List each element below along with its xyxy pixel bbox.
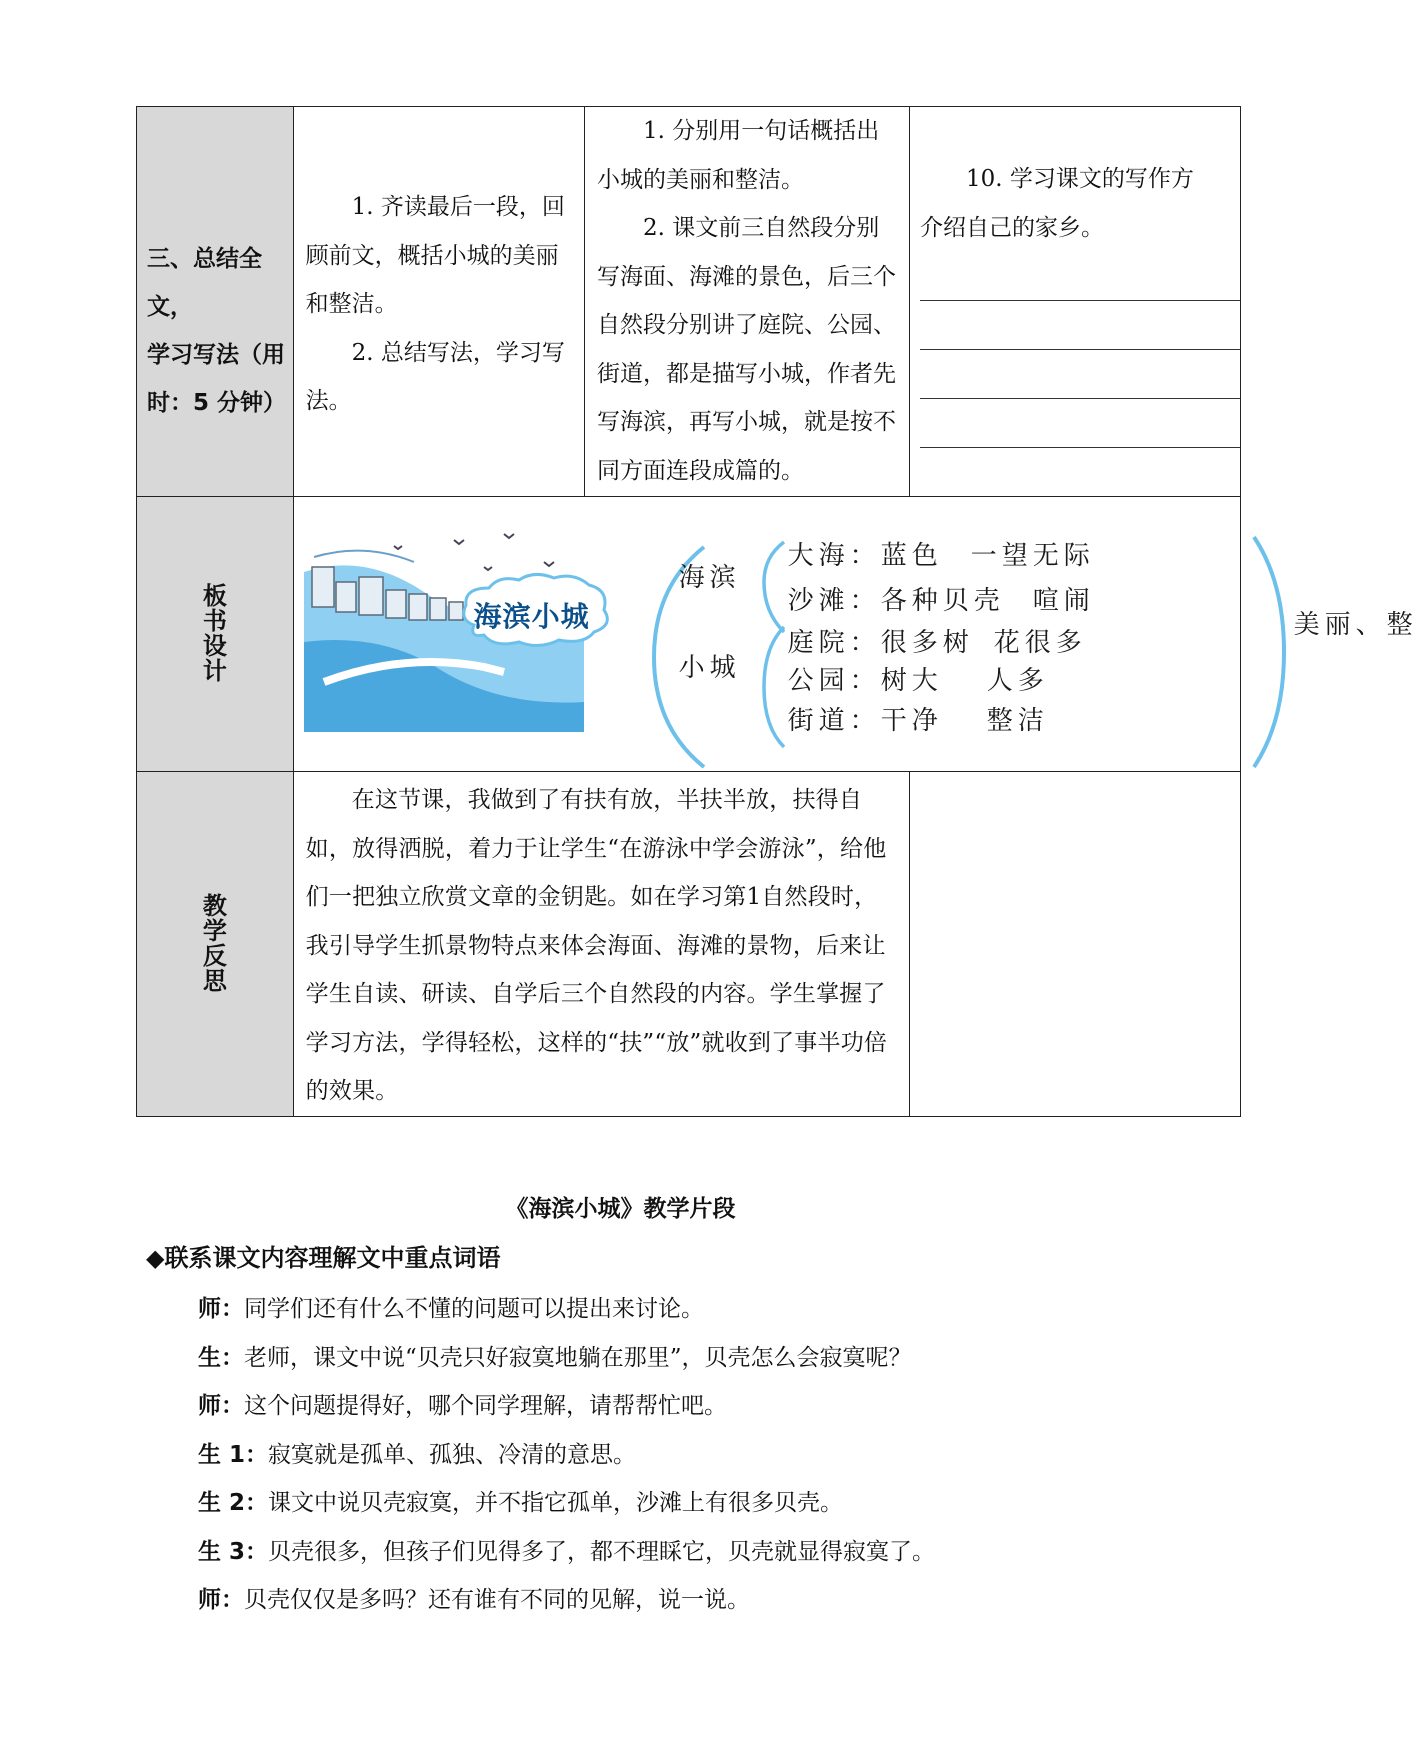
board-cell [293,497,1418,772]
answer-blank-line[interactable] [920,260,1240,301]
stage-label-line: 三、总结全文， [147,246,262,320]
board-item: 街道：干净 整洁 [787,706,1049,736]
board-item: 公园：树大 人多 [787,666,1049,696]
speaker: 生 1： [198,1441,269,1468]
answer-blank-line[interactable] [920,309,1240,350]
right-brace [1244,532,1294,772]
group-label-seaside: 海滨 [678,563,741,593]
board-design [294,497,1418,769]
dialogue-line [198,1334,935,1383]
dialogue-line [198,1431,935,1480]
teacher-activity-cell [293,107,584,497]
exercise-cell [909,107,1240,497]
board-row [137,497,1241,772]
board-label-cell [137,497,294,772]
group-label-town: 小城 [678,653,741,683]
summary-row [137,107,1241,497]
dialogue [198,1285,935,1625]
utterance: 同学们还有什么不懂的问题可以提出来讨论。 [244,1296,704,1322]
utterance: 课文中说贝壳寂寞，并不指它孤单，沙滩上有很多贝壳。 [268,1490,844,1516]
reflection-text: 在这节课，我做到了有扶有放，半扶半放，扶得自如，放得洒脱，着力于让学生“在游泳中学会游泳”，给他们一把独立欣赏文章的金钥匙。如在学习第1自然段时，我引导学生抓景物特点来体会海面、海滩的景物，后来让学生自读、研读、自学后三个自然段的内容。学生掌握了学习方法，学得轻松，这样的“扶”“放”就收到了事半功倍的效果。 [305,787,888,1104]
reflection-row [137,772,1241,1117]
board-item: 庭院：很多树 花很多 [787,628,1087,658]
speaker: 生 3： [198,1538,269,1565]
section-heading: ◆联系课文内容理解文中重点词语 [146,1244,501,1272]
utterance: 寂寞就是孤单、孤独、冷清的意思。 [268,1441,637,1468]
reflection-label-cell [137,772,294,1117]
board-title: 海滨小城 [473,600,590,633]
reflection-cell [293,772,909,1117]
exercise [910,155,1240,448]
utterance: 老师，课文中说“贝壳只好寂寞地躺在那里”，贝壳怎么会寂寞呢？ [244,1344,912,1371]
teacher-step: 2. 总结写法，学习写法。 [305,339,565,414]
utterance: 贝壳仅仅是多吗？还有谁有不同的见解，说一说。 [244,1587,750,1613]
exercise-line: 介绍自己的家乡。 [919,214,1104,241]
student-activity [585,107,909,495]
reflection-empty-cell [909,772,1240,1117]
answer-blank-line[interactable] [920,407,1240,448]
board-item: 大海：蓝色 一望无际 [787,541,1095,571]
dialogue-line [198,1528,935,1577]
utterance: 贝壳很多，但孩子们见得多了，都不理睬它，贝壳就显得寂寞了。 [268,1538,936,1565]
dialogue-line [198,1576,935,1625]
board-conclusion: 美丽、整 [1293,610,1418,640]
dialogue-line [198,1479,935,1528]
stage-label-line: 时：5 分钟） [147,390,287,416]
student-activity-cell [585,107,910,497]
stage-label-cell [137,107,294,497]
speaker: 师： [198,1393,244,1419]
student-step: 2. 课文前三自然段分别写海面、海滩的景色，后三个自然段分别讲了庭院、公园、街道，都是描写小城，作者先写海滨，再写小城，就是按不同方面连段成篇的。 [597,215,897,484]
speaker: 师： [198,1587,244,1613]
board-item: 沙滩：各种贝壳 喧闹 [787,586,1095,616]
reflection-label: 教学反思 [202,891,227,995]
student-step: 1. 分别用一句话概括出小城的美丽和整洁。 [597,118,880,193]
answer-blank-line[interactable] [920,358,1240,399]
exercise-line: 10. 学习课文的写作方 [965,166,1194,192]
dialogue-line [198,1285,935,1334]
stage-label [137,235,293,427]
teacher-step: 1. 齐读最后一段，回顾前文，概括小城的美丽和整洁。 [305,194,565,317]
dialogue-line [198,1382,935,1431]
teacher-activity [294,183,584,426]
fragment-title: 《海滨小城》教学片段 [505,1196,736,1222]
speaker: 师： [198,1296,244,1322]
speaker: 生 2： [198,1490,269,1516]
speaker: 生： [198,1344,244,1371]
lesson-plan-table [136,106,1418,1117]
board-label: 板书设计 [202,582,227,685]
utterance: 这个问题提得好，哪个同学理解，请帮帮忙吧。 [244,1393,727,1419]
stage-label-line: 学习写法（用 [147,342,285,368]
